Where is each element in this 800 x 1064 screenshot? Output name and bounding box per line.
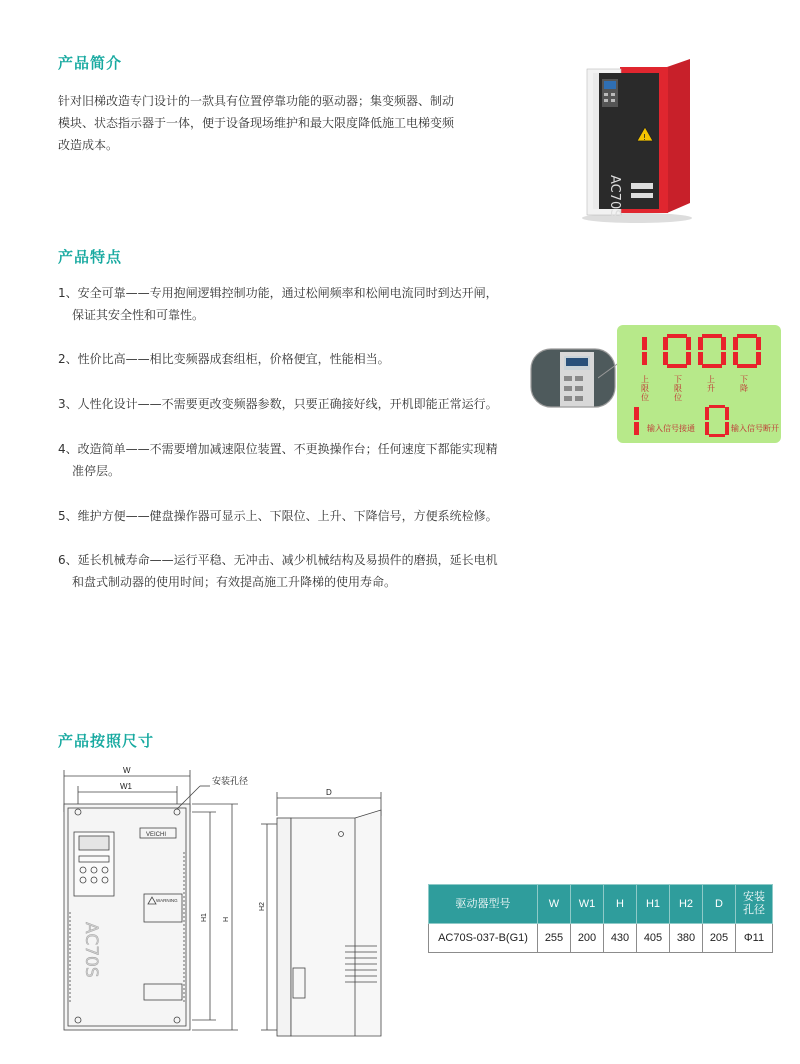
intro-title: 产品简介: [58, 54, 123, 72]
feature-item: 2、性价比高——相比变频器成套组柜，价格便宜，性能相当。: [58, 352, 390, 366]
display-left-label: 输入信号接通: [647, 424, 695, 433]
table-cell: 205: [703, 924, 736, 953]
feature-item: 3、人性化设计——不需要更改变频器参数，只要正确接好线，开机即能正常运行。: [58, 397, 498, 411]
display-right-label: 输入信号断开: [731, 424, 779, 433]
table-row: [429, 924, 773, 953]
display-label: 下限位: [674, 375, 682, 402]
dim-d-label: D: [326, 788, 332, 797]
dim-h1-label: H1: [201, 913, 208, 922]
table-header: H1: [637, 885, 670, 924]
feature-item: 5、维护方便——健盘操作器可显示上、下限位、上升、下降信号，方便系统检修。: [58, 509, 498, 523]
display-label: 上升: [707, 375, 715, 393]
table-header: H: [604, 885, 637, 924]
table-header: 驱动器型号: [429, 885, 538, 924]
table-header: 安装孔径: [736, 885, 773, 924]
table-cell: 380: [670, 924, 703, 953]
table-cell: 200: [571, 924, 604, 953]
drawing-brand: AC70S: [81, 922, 101, 978]
product-brand: AC70S: [607, 175, 622, 218]
table-header: W1: [571, 885, 604, 924]
dimensions-title: 产品按照尺寸: [58, 732, 155, 750]
display-label: 上限位: [641, 375, 649, 402]
product-image: [575, 55, 695, 225]
table-header: D: [703, 885, 736, 924]
features-title: 产品特点: [58, 248, 123, 266]
display-label: 下降: [740, 375, 748, 393]
feature-item: 6、延长机械寿命——运行平稳、无冲击、减少机械结构及易损件的磨损，延长电机 和盘式制动器的使用时间；有效提高施工升降梯的使用寿命。: [58, 553, 498, 589]
front-view-drawing: [50, 762, 250, 1042]
intro-line: 针对旧梯改造专门设计的一款具有位置停靠功能的驱动器；集变频器、制动: [58, 94, 455, 108]
feature-item: 1、安全可靠——专用抱闸逻辑控制功能，通过松闸频率和松闸电流同时到达开闸， 保证其安全性和可靠性。: [58, 286, 498, 322]
status-display: [617, 325, 781, 443]
dim-w1-label: W1: [120, 782, 132, 791]
table-cell: 430: [604, 924, 637, 953]
dim-h2-label: H2: [259, 902, 266, 911]
hole-label: 安装孔径: [212, 777, 249, 787]
table-cell: 405: [637, 924, 670, 953]
table-header: W: [538, 885, 571, 924]
dim-h-label: H: [223, 916, 230, 922]
dim-w-label: W: [123, 766, 131, 775]
svg-text:!: !: [643, 133, 647, 142]
intro-text: [58, 90, 478, 156]
table-cell: Φ11: [736, 924, 773, 953]
intro-line: 模块、状态指示器于一体，便于设备现场维护和最大限度降低施工电梯变频: [58, 116, 455, 130]
table-cell: AC70S-037-B(G1): [429, 924, 538, 953]
table-cell: 255: [538, 924, 571, 953]
drawing-warning: WARNING: [156, 898, 178, 903]
feature-item: 4、改造简单——不需要增加减速限位装置、不更换操作台；任何速度下都能实现精 准停层。: [58, 442, 498, 478]
side-view-drawing: [255, 786, 395, 1046]
drawing-logo: VEICHI: [146, 832, 167, 838]
table-header: H2: [670, 885, 703, 924]
intro-line: 改造成本。: [58, 138, 119, 152]
spec-table: [428, 884, 773, 953]
